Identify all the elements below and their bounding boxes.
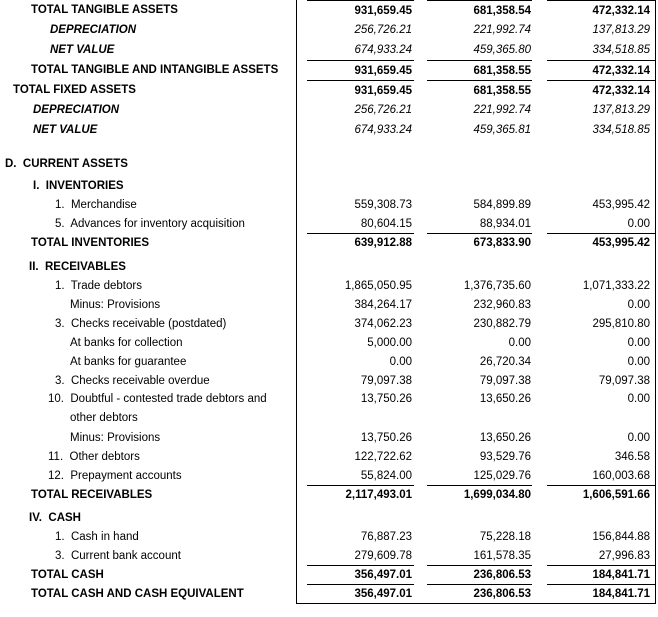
value-col-1: 384,264.17 bbox=[354, 298, 412, 311]
value-col-3: 0.00 bbox=[627, 336, 650, 349]
value-col-3: 160,003.68 bbox=[592, 469, 650, 482]
value-col-1: 5,000.00 bbox=[367, 336, 412, 349]
value-col-2: 221,992.74 bbox=[473, 104, 531, 116]
table-row bbox=[0, 466, 658, 485]
row-label: 5. Advances for inventory acquisition bbox=[55, 217, 245, 230]
value-col-2: 88,934.01 bbox=[479, 217, 531, 230]
value-col-1: 55,824.00 bbox=[360, 469, 412, 482]
value-col-1: 122,722.62 bbox=[354, 450, 412, 463]
table-row bbox=[0, 527, 658, 546]
row-label: NET VALUE bbox=[33, 124, 98, 136]
value-col-3: 453,995.42 bbox=[547, 233, 656, 252]
table-row bbox=[0, 428, 658, 447]
value-col-1: 559,308.73 bbox=[354, 198, 412, 211]
value-col-1: 256,726.21 bbox=[354, 104, 412, 116]
value-col-3: 472,332.14 bbox=[547, 60, 656, 80]
value-col-3: 184,841.71 bbox=[547, 584, 656, 603]
row-label: At banks for collection bbox=[70, 336, 183, 349]
value-col-1: 639,912.88 bbox=[307, 233, 414, 252]
table-row bbox=[0, 80, 658, 100]
value-col-2 bbox=[427, 257, 532, 276]
row-label: TOTAL RECEIVABLES bbox=[31, 488, 153, 501]
row-label: II. RECEIVABLES bbox=[29, 260, 126, 273]
value-col-2: 0.00 bbox=[508, 336, 531, 349]
table-row bbox=[0, 195, 658, 214]
value-col-1 bbox=[307, 176, 414, 195]
value-col-3: 334,518.85 bbox=[592, 124, 650, 136]
row-label: TOTAL TANGIBLE ASSETS bbox=[31, 4, 178, 16]
table-row bbox=[0, 40, 658, 60]
value-col-3: 1,071,333.22 bbox=[582, 279, 650, 292]
row-label: IV. CASH bbox=[29, 511, 81, 524]
row-label: 1. Trade debtors bbox=[55, 279, 142, 292]
row-label: TOTAL INVENTORIES bbox=[31, 236, 149, 249]
value-col-3: 346.58 bbox=[614, 450, 650, 463]
value-col-1: 674,933.24 bbox=[354, 124, 412, 136]
value-col-2: 232,960.83 bbox=[473, 298, 531, 311]
value-col-1: 356,497.01 bbox=[307, 565, 414, 584]
table-row bbox=[0, 447, 658, 466]
row-label: 1. Merchandise bbox=[55, 198, 137, 211]
value-col-2: 1,699,034.80 bbox=[427, 485, 532, 504]
table-row bbox=[0, 0, 658, 20]
table-row bbox=[0, 584, 658, 603]
value-col-3: 295,810.80 bbox=[592, 317, 650, 330]
table-row bbox=[0, 214, 658, 233]
row-label: 3. Current bank account bbox=[55, 549, 181, 562]
value-col-3: 0.00 bbox=[627, 298, 650, 311]
value-col-2: 236,806.53 bbox=[427, 565, 532, 584]
row-label: 11. Other debtors bbox=[48, 450, 140, 463]
value-col-3: 334,518.85 bbox=[592, 44, 650, 56]
value-col-2: 681,358.55 bbox=[427, 60, 532, 80]
value-col-3: 0.00 bbox=[627, 393, 650, 405]
table-row bbox=[0, 314, 658, 333]
value-col-3: 0.00 bbox=[627, 217, 650, 230]
table-row bbox=[0, 60, 658, 80]
value-col-2: 459,365.80 bbox=[473, 44, 531, 56]
table-row bbox=[0, 371, 658, 390]
row-label: TOTAL CASH bbox=[31, 568, 104, 581]
value-col-2: 26,720.34 bbox=[479, 355, 531, 368]
value-col-3: 137,813.29 bbox=[592, 104, 650, 116]
row-label: NET VALUE bbox=[50, 44, 115, 56]
value-col-1: 13,750.26 bbox=[360, 393, 412, 405]
table-row bbox=[0, 276, 658, 295]
value-col-3: 27,996.83 bbox=[598, 549, 650, 562]
row-label: I. INVENTORIES bbox=[33, 179, 124, 192]
value-col-3 bbox=[547, 257, 656, 276]
value-col-3: 156,844.88 bbox=[592, 530, 650, 543]
value-col-1: 374,062.23 bbox=[354, 317, 412, 330]
row-label: DEPRECIATION bbox=[50, 24, 137, 36]
value-col-1: 356,497.01 bbox=[307, 584, 414, 603]
value-col-1: 2,117,493.01 bbox=[307, 485, 414, 504]
value-col-1: 13,750.26 bbox=[360, 431, 412, 444]
value-col-1: 256,726.21 bbox=[354, 24, 412, 36]
value-col-2 bbox=[427, 508, 532, 527]
table-row bbox=[0, 565, 658, 584]
value-col-1: 931,659.45 bbox=[307, 60, 414, 80]
row-label: Minus: Provisions bbox=[70, 298, 161, 311]
table-row bbox=[0, 295, 658, 314]
value-col-2: 236,806.53 bbox=[427, 584, 532, 603]
value-col-2: 584,899.89 bbox=[473, 198, 531, 211]
value-col-2: 230,882.79 bbox=[473, 317, 531, 330]
value-col-3: 79,097.38 bbox=[598, 374, 650, 387]
table-row bbox=[0, 390, 658, 428]
value-col-2: 1,376,735.60 bbox=[463, 279, 531, 292]
table-row bbox=[0, 257, 658, 276]
value-col-2: 221,992.74 bbox=[473, 24, 531, 36]
row-label: 10. Doubtful - contested trade debtors and other debtors bbox=[48, 393, 267, 424]
value-col-3: 137,813.29 bbox=[592, 24, 650, 36]
row-label: D. CURRENT ASSETS bbox=[5, 157, 128, 170]
value-col-2 bbox=[427, 154, 532, 173]
value-col-2: 161,578.35 bbox=[473, 549, 531, 562]
value-col-1: 1,865,050.95 bbox=[344, 279, 412, 292]
table-right-border bbox=[655, 0, 656, 604]
table-row bbox=[0, 546, 658, 565]
value-col-2: 13,650.26 bbox=[479, 393, 531, 405]
value-col-3: 453,995.42 bbox=[592, 198, 650, 211]
row-label: At banks for guarantee bbox=[70, 355, 187, 368]
value-col-1: 79,097.38 bbox=[360, 374, 412, 387]
value-col-3 bbox=[547, 154, 656, 173]
table-row bbox=[0, 508, 658, 527]
table-row bbox=[0, 120, 658, 140]
value-col-2: 459,365.81 bbox=[473, 124, 531, 136]
table-row bbox=[0, 485, 658, 504]
value-col-2: 673,833.90 bbox=[427, 233, 532, 252]
value-col-2: 125,029.76 bbox=[473, 469, 531, 482]
row-label: 1. Cash in hand bbox=[55, 530, 139, 543]
table-bottom-border bbox=[296, 603, 656, 604]
value-col-3: 1,606,591.66 bbox=[547, 485, 656, 504]
value-col-1: 931,659.45 bbox=[307, 80, 414, 100]
value-col-2: 13,650.26 bbox=[479, 431, 531, 444]
row-label: TOTAL CASH AND CASH EQUIVALENT bbox=[31, 587, 244, 600]
value-col-2: 79,097.38 bbox=[479, 374, 531, 387]
value-col-2: 681,358.54 bbox=[427, 0, 532, 20]
row-label: 3. Checks receivable (postdated) bbox=[55, 317, 227, 330]
table-row bbox=[0, 154, 658, 173]
value-col-3 bbox=[547, 508, 656, 527]
value-col-1: 0.00 bbox=[389, 355, 412, 368]
value-col-2: 93,529.76 bbox=[479, 450, 531, 463]
row-label: DEPRECIATION bbox=[33, 104, 120, 116]
table-row bbox=[0, 352, 658, 371]
table-row bbox=[0, 176, 658, 195]
value-col-3: 0.00 bbox=[627, 431, 650, 444]
value-col-2: 681,358.55 bbox=[427, 80, 532, 100]
row-label: 3. Checks receivable overdue bbox=[55, 374, 210, 387]
table-row bbox=[0, 333, 658, 352]
row-label: Minus: Provisions bbox=[70, 431, 161, 444]
value-col-1 bbox=[307, 508, 414, 527]
row-label: TOTAL TANGIBLE AND INTANGIBLE ASSETS bbox=[31, 64, 279, 76]
value-col-2: 75,228.18 bbox=[479, 530, 531, 543]
value-col-1: 931,659.45 bbox=[307, 0, 414, 20]
value-col-1: 279,609.78 bbox=[354, 549, 412, 562]
value-col-3: 472,332.14 bbox=[547, 0, 656, 20]
row-label: TOTAL FIXED ASSETS bbox=[13, 84, 136, 96]
row-label: 12. Prepayment accounts bbox=[48, 469, 182, 482]
value-col-1 bbox=[307, 257, 414, 276]
value-col-3: 184,841.71 bbox=[547, 565, 656, 584]
value-col-3: 0.00 bbox=[627, 355, 650, 368]
value-col-1: 674,933.24 bbox=[354, 44, 412, 56]
value-col-1 bbox=[307, 154, 414, 173]
value-col-2 bbox=[427, 176, 532, 195]
value-col-1: 80,604.15 bbox=[360, 217, 412, 230]
value-col-1: 76,887.23 bbox=[360, 530, 412, 543]
value-col-3: 472,332.14 bbox=[547, 80, 656, 100]
table-row bbox=[0, 20, 658, 40]
table-row bbox=[0, 233, 658, 252]
table-left-border bbox=[296, 0, 297, 604]
value-col-3 bbox=[547, 176, 656, 195]
table-row bbox=[0, 100, 658, 120]
